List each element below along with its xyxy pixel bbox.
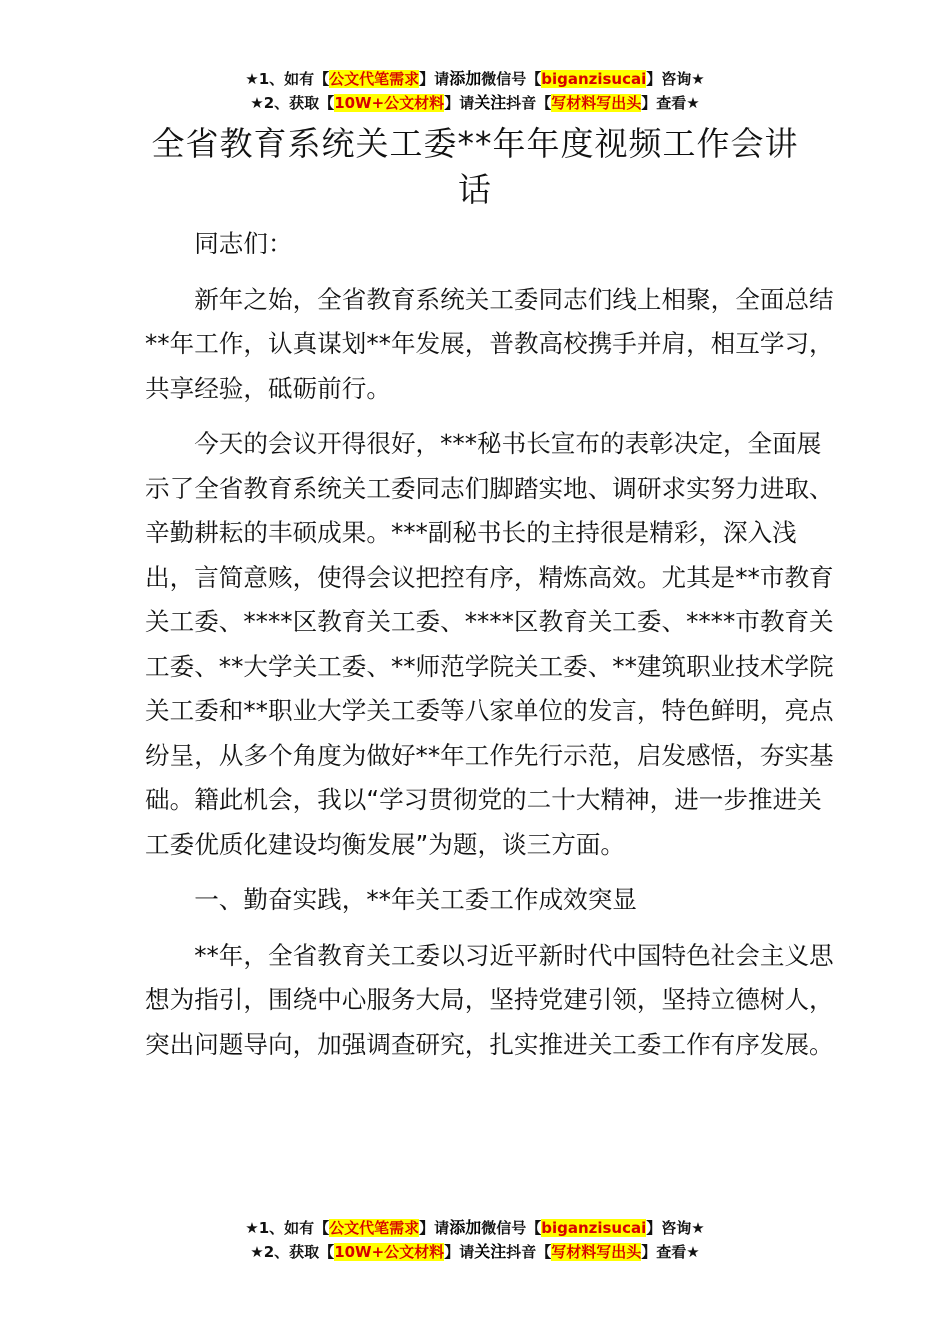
promo-text: 】咨询★ [646, 70, 705, 88]
promo-text: 抖音【 [506, 94, 552, 112]
promo-emphasis: 添加 [449, 69, 482, 88]
promo-highlight: 10W+公文材料 [334, 94, 445, 112]
promo-text: ★2、获取【 [250, 1243, 335, 1261]
section-heading: 一、勤奋实践，**年关工委工作成效突显 [194, 885, 637, 914]
footer-promo [0, 1216, 950, 1264]
promo-line-1 [0, 1216, 950, 1240]
header-promo [0, 67, 950, 115]
promo-douyin-name: 写材料写出头 [551, 94, 642, 112]
promo-emphasis: 添加 [449, 1218, 482, 1237]
paragraph: 今天的会议开得很好，***秘书长宣布的表彰决定，全面展示了全省教育系统关工委同志们脚踏实地、调研求实努力进取、辛勤耕耘的丰硕成果。***副秘书长的主持很是精彩，深入浅出，言简意赅，使得会议把控有序，精炼高效。尤其是**市教育关工委、****区教育关工委、****区教育关工委、****市教育关工委、**大学关工委、**师范学院关工委、**建筑职业技术学院关工委和**职业大学关工委等八家单位的发言，特色鲜明，亮点纷呈，从多个角度为做好**年工作先行示范，启发感悟，夯实基础。籍此机会，我以“学习贯彻党的二十大精神，进一步推进关工委优质化建设均衡发展”为题，谈三方面。 [145, 429, 834, 859]
promo-text: 】查看★ [641, 1243, 700, 1261]
promo-wechat-id: biganzisucai [541, 1219, 647, 1237]
promo-emphasis: 关注 [474, 93, 507, 112]
promo-text: ★2、获取【 [250, 94, 335, 112]
promo-text: 】请 [444, 1243, 475, 1261]
promo-douyin-name: 写材料写出头 [551, 1243, 642, 1261]
promo-text: 抖音【 [506, 1243, 552, 1261]
promo-highlight: 公文代笔需求 [329, 70, 420, 88]
promo-text: 】请 [444, 94, 475, 112]
paragraph: 新年之始，全省教育系统关工委同志们线上相聚，全面总结**年工作，认真谋划**年发展，普教高校携手并肩，相互学习，共享经验，砥砺前行。 [145, 284, 834, 403]
promo-emphasis: 关注 [474, 1242, 507, 1261]
promo-wechat-id: biganzisucai [541, 70, 647, 88]
promo-text: 】查看★ [641, 94, 700, 112]
promo-highlight: 公文代笔需求 [329, 1219, 420, 1237]
promo-text: 微信号【 [481, 70, 542, 88]
promo-text: 】请 [419, 70, 450, 88]
promo-line-2 [0, 91, 950, 115]
promo-text: 微信号【 [481, 1219, 542, 1237]
promo-highlight: 10W+公文材料 [334, 1243, 445, 1261]
promo-line-2 [0, 1240, 950, 1264]
promo-text: ★1、如有【 [245, 1219, 330, 1237]
salutation: 同志们： [194, 229, 293, 258]
promo-line-1 [0, 67, 950, 91]
promo-text: 】咨询★ [646, 1219, 705, 1237]
document-title: 全省教育系统关工委**年年度视频工作会讲话 [151, 124, 799, 209]
paragraph: **年，全省教育关工委以习近平新时代中国特色社会主义思想为指引，围绕中心服务大局，坚持党建引领，坚持立德树人，突出问题导向，加强调查研究，扎实推进关工委工作有序发展。 [145, 940, 834, 1059]
promo-text: 】请 [419, 1219, 450, 1237]
promo-text: ★1、如有【 [245, 70, 330, 88]
document-body [145, 222, 835, 1078]
